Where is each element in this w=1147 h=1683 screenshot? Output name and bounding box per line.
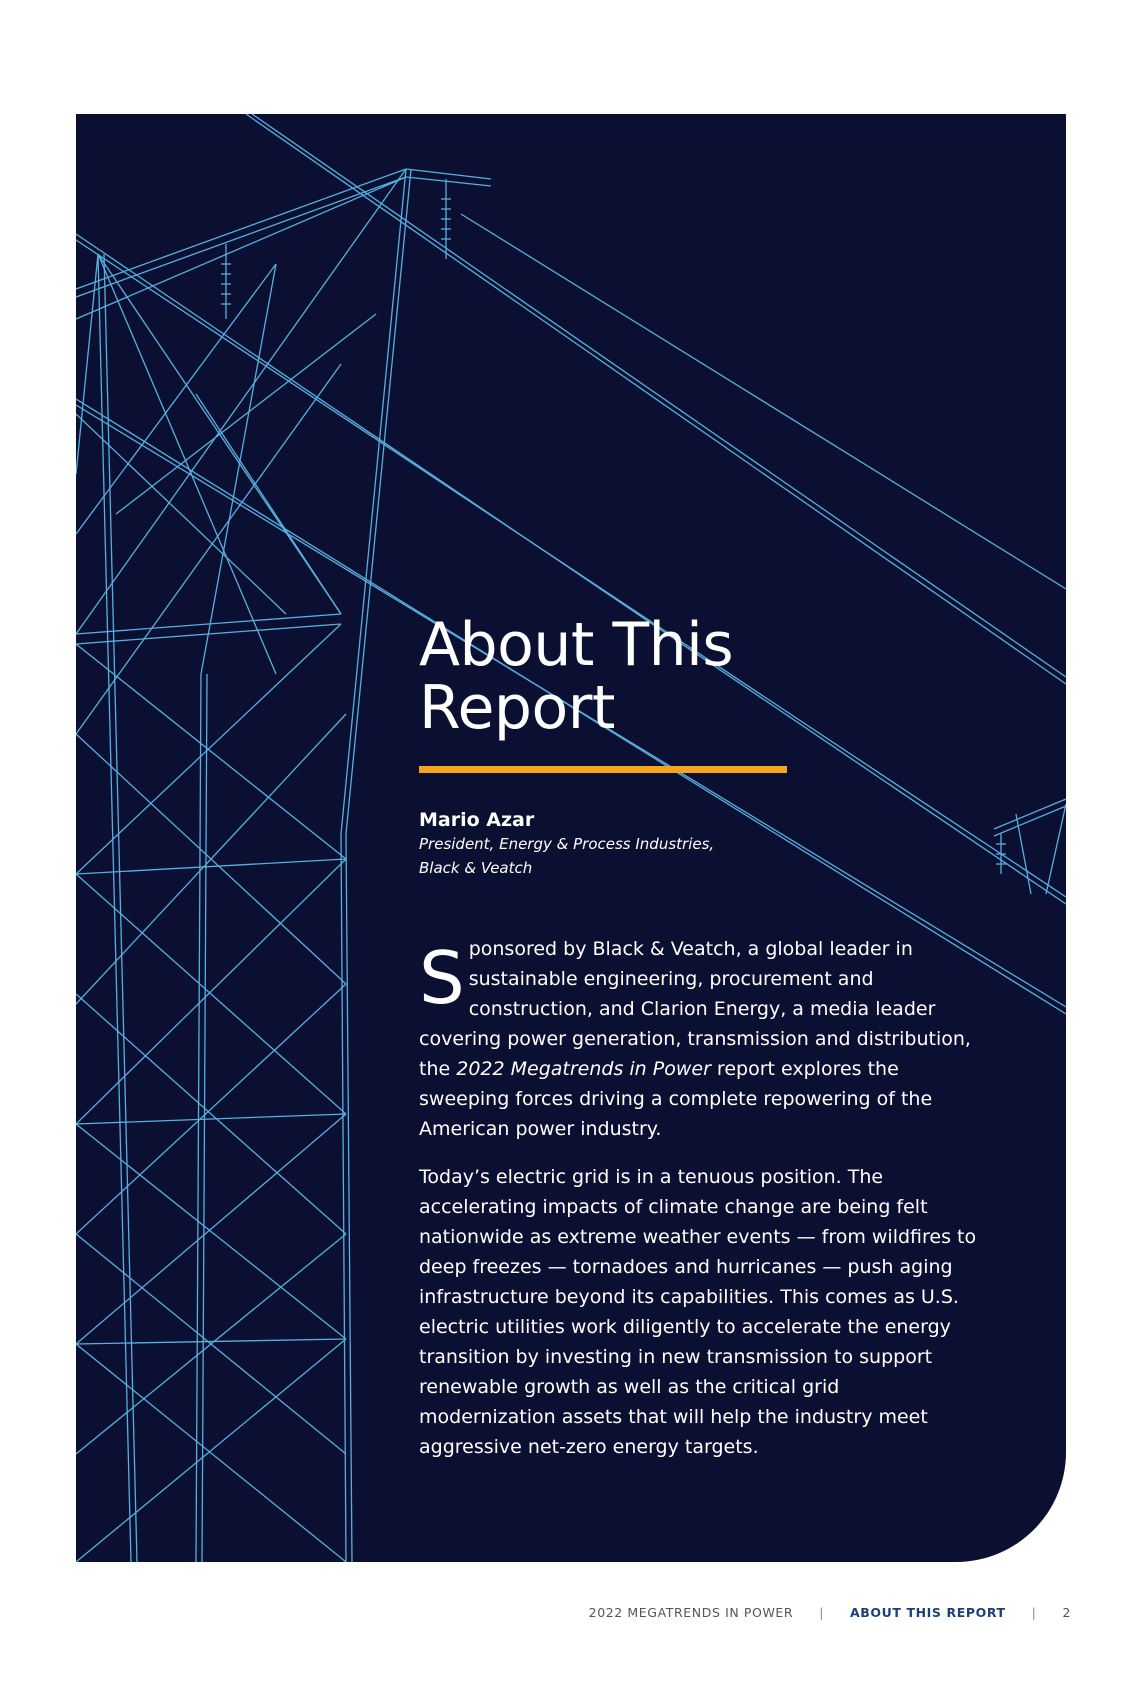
author-role-line-1: President, Energy & Process Industries, [419,835,715,853]
footer-separator: | [819,1605,825,1620]
body-paragraph: Today’s electric grid is in a tenuous position. The accelerating impacts of climate change are being felt nationwide as extreme weather events — from wildfires to deep freezes — tornadoes and hurricanes — push aging infrastructure beyond its capabilities. This comes as U.S. electric utilities work diligently to accelerate the energy transition by investing in new transmission to support renewable growth as well as the critical grid modernization assets that will help the industry meet aggressive net-zero energy targets. [419,1166,977,1458]
drop-cap: S [419,936,465,1020]
page-footer [589,1605,1071,1620]
page-title-line-2: Report [419,673,615,743]
intro-paragraph [419,934,979,1144]
footer-section-link[interactable]: ABOUT THIS REPORT [850,1605,1006,1620]
page-title-line-1: About This [419,610,734,680]
author-name: Mario Azar [419,809,535,831]
intro-text-start: ponsored by Black & Veatch, a global leader in sustainable engineering, procurement and construction, and Clarion Energy, a media leader covering power generation, transmission and distribution, the [419,938,971,1080]
author-role [419,832,729,880]
intro-text-end: report explores the sweeping forces driving a complete repowering of the American power industry. [419,1058,933,1140]
page-number: 2 [1062,1605,1071,1620]
hero-panel [76,114,1066,1562]
article-content [419,610,979,1462]
page-title [419,610,979,743]
author-role-line-2: Black & Veatch [419,859,533,877]
footer-separator: | [1031,1605,1037,1620]
footer-publication: 2022 MEGATRENDS IN POWER [588,1605,794,1620]
title-accent-rule [419,766,787,773]
report-title-italic: 2022 Megatrends in Power [456,1058,711,1080]
